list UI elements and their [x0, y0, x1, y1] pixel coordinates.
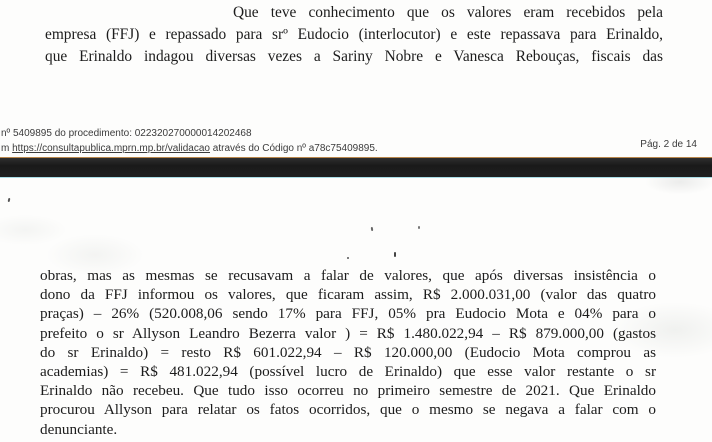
text-line: do sr Erinaldo) = resto R$ 601.022,94 – R$ 120.000,00 (Eudocio Mota comprou as: [40, 343, 656, 361]
page-separator-bar: [0, 157, 712, 178]
page-number-indicator: Pág. 2 de 14: [640, 139, 697, 150]
footer-validation-line: [1, 141, 378, 156]
page2-paragraph: [45, 2, 663, 68]
page2-validation-footer: [1, 126, 378, 156]
text-line: que Erinaldo indagou diversas vezes a Sariny Nobre e Vanesca Rebouças, fiscais das: [45, 48, 663, 65]
text-line: Erinaldo não recebeu. Que tudo isso ocorreu no primeiro semestre de 2021. Que Erinaldo: [40, 382, 656, 400]
scan-speck: [418, 226, 420, 229]
text-line: denunciante.: [40, 420, 118, 438]
footer-validation-suffix: através do Código nº a78c75409895.: [210, 143, 378, 154]
footer-procedure-line: nº 5409895 do procedimento: 022320270000014202468: [1, 128, 252, 139]
text-line: prefeito o sr Allyson Leandro Bezerra valor ) = R$ 1.480.022,94 – R$ 879.000,00 (gastos: [40, 324, 656, 342]
validation-url-link[interactable]: https://consultapublica.mprn.mp.br/validacao: [12, 143, 210, 154]
text-line: procurou Allyson para relatar os fatos ocorridos, que o mesmo se negava a falar com o: [40, 401, 656, 419]
page3-paragraph: [40, 266, 656, 439]
text-line: obras, mas as mesmas se recusavam a falar de valores, que após diversas insistência o: [40, 267, 656, 284]
text-line: empresa (FFJ) e repassado para srº Eudocio (interlocutor) e este repassava para Erinaldo,: [45, 26, 663, 43]
scan-speck: [8, 198, 11, 202]
footer-validation-prefix: m: [1, 143, 13, 154]
text-line: Que teve conhecimento que os valores eram recebidos pela: [233, 4, 663, 21]
text-line: praças) – 26% (520.008,06 sendo 17% para FFJ, 05% pra Eudocio Mota e 04% para o: [40, 305, 656, 323]
text-line: academias) = R$ 481.022,94 (possível lucro de Erinaldo) que esse valor restante o sr: [40, 363, 656, 381]
scan-speck: [394, 252, 396, 257]
scan-speck: [371, 227, 374, 231]
text-line: dono da FFJ informou os valores, que ficaram assim, R$ 2.000.031,00 (valor das quatro: [40, 286, 656, 304]
scan-speck: [347, 257, 349, 259]
